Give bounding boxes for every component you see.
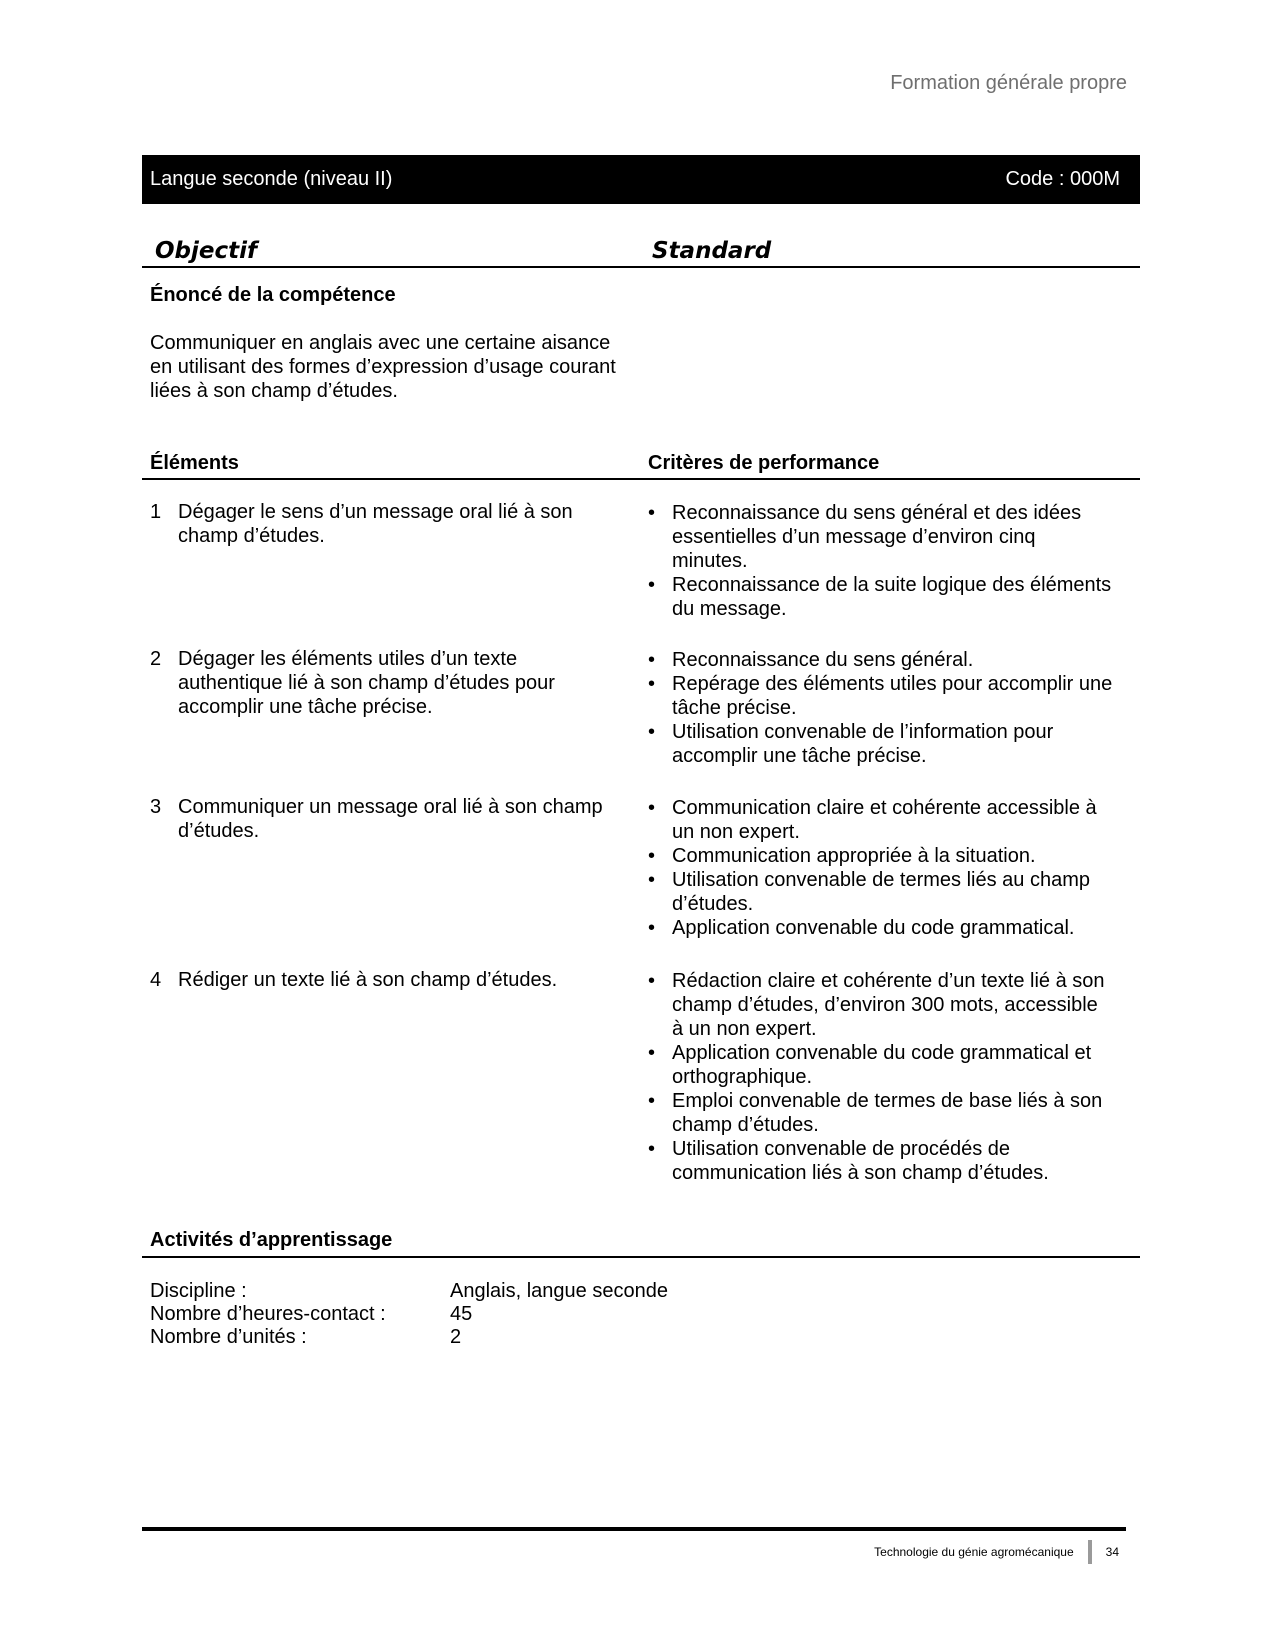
element-text: Communiquer un message oral lié à son champ d’études. [178, 796, 603, 842]
activities-heading: Activités d’apprentissage [150, 1229, 393, 1251]
criteria-list [648, 648, 1140, 768]
criteria-list [648, 501, 1140, 621]
criterion-item: • Rédaction claire et cohérente d’un texte lié à son champ d’études, d’environ 300 mots, accessible à un non expert. [648, 969, 1140, 1041]
standard-heading: Standard [652, 238, 772, 264]
elements-heading: Éléments [150, 452, 239, 474]
element-number: 1 [150, 501, 162, 523]
elements-table-header [142, 450, 1140, 480]
element-text: Dégager le sens d’un message oral lié à son champ d’études. [178, 501, 573, 547]
activities-info [150, 1280, 668, 1349]
criterion-item: • Reconnaissance du sens général et des idées essentielles d’un message d’environ cinq minutes. [648, 501, 1140, 573]
info-row [150, 1303, 668, 1326]
competence-text: Communiquer en anglais avec une certaine aisance en utilisant des formes d’expression d’usage courant liées à son champ d’études. [150, 332, 616, 402]
criteria-list [648, 796, 1140, 940]
footer-separator [1088, 1540, 1092, 1564]
criterion-item: • Utilisation convenable de termes liés au champ d’études. [648, 868, 1140, 916]
info-key: Nombre d’heures-contact : [150, 1303, 386, 1325]
element-number: 3 [150, 796, 162, 818]
element-number: 2 [150, 648, 162, 670]
info-value: 2 [450, 1326, 462, 1348]
objective-heading: Objectif [155, 238, 258, 264]
footer-rule [142, 1527, 1126, 1531]
criterion-item: • Emploi convenable de termes de base liés à son champ d’études. [648, 1089, 1140, 1137]
info-value: Anglais, langue seconde [450, 1280, 668, 1302]
criterion-item: • Utilisation convenable de l’information pour accomplir une tâche précise. [648, 720, 1140, 768]
footer [874, 1540, 1119, 1564]
criteria-heading: Critères de performance [648, 452, 880, 474]
course-title-bar [142, 155, 1140, 204]
info-key: Discipline : [150, 1280, 247, 1302]
element-text: Rédiger un texte lié à son champ d’études. [178, 969, 558, 991]
criterion-item: • Application convenable du code grammatical et orthographique. [648, 1041, 1140, 1089]
criterion-item: • Reconnaissance du sens général. [648, 648, 1140, 672]
info-row [150, 1280, 668, 1303]
criterion-item: • Reconnaissance de la suite logique des éléments du message. [648, 573, 1140, 621]
page-number: 34 [1105, 1545, 1119, 1559]
info-key: Nombre d’unités : [150, 1326, 307, 1348]
criterion-item: • Repérage des éléments utiles pour accomplir une tâche précise. [648, 672, 1140, 720]
criterion-item: • Communication appropriée à la situation. [648, 844, 1140, 868]
activities-header [142, 1226, 1140, 1258]
competence-label: Énoncé de la compétence [150, 284, 396, 306]
criterion-item: • Application convenable du code grammatical. [648, 916, 1140, 940]
course-code: Code : 000M [1005, 168, 1120, 190]
element-text: Dégager les éléments utiles d’un texte authentique lié à son champ d’études pour accomplir une tâche précise. [178, 648, 555, 718]
info-value: 45 [450, 1303, 473, 1325]
criterion-item: • Utilisation convenable de procédés de communication liés à son champ d’études. [648, 1137, 1140, 1185]
running-header: Formation générale propre [890, 72, 1127, 94]
footer-program: Technologie du génie agromécanique [874, 1545, 1074, 1559]
objective-standard-header [142, 234, 1140, 268]
info-row [150, 1326, 668, 1349]
element-number: 4 [150, 969, 162, 991]
criteria-list [648, 969, 1140, 1185]
course-title: Langue seconde (niveau II) [150, 168, 393, 190]
criterion-item: • Communication claire et cohérente accessible à un non expert. [648, 796, 1140, 844]
